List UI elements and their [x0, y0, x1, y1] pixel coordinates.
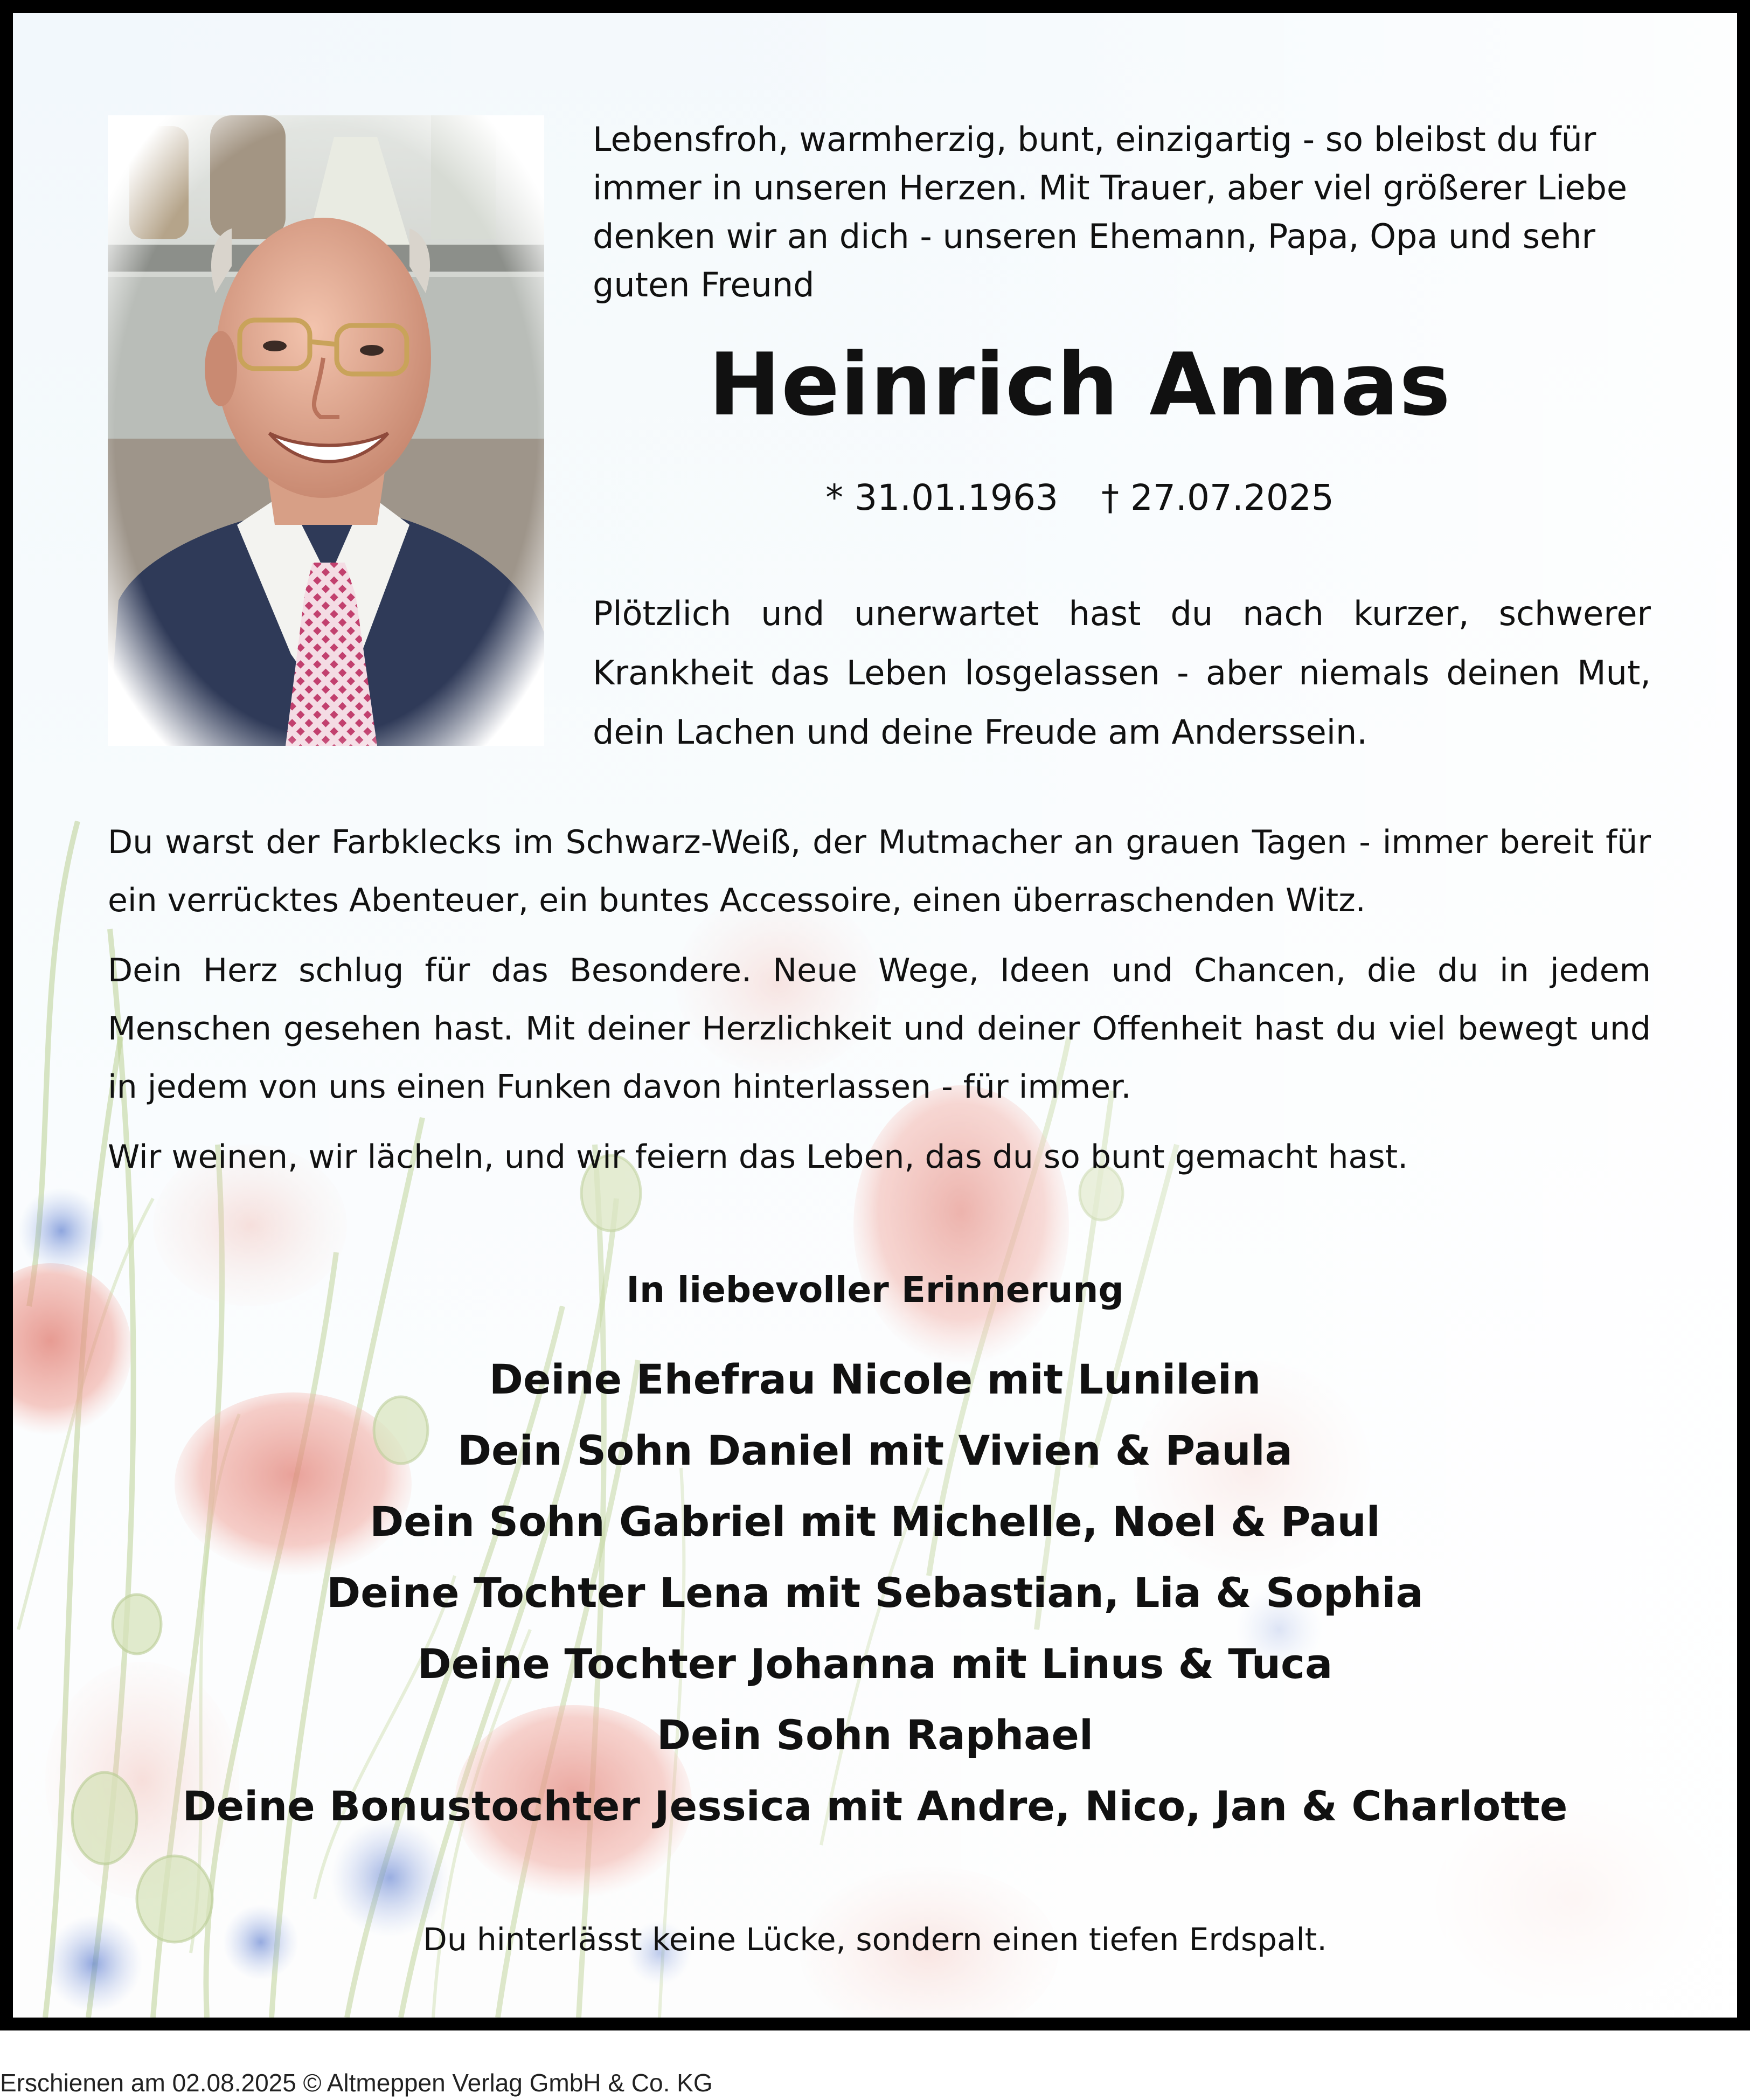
portrait-photo: [108, 115, 544, 746]
mourner-line: Deine Bonustochter Jessica mit Andre, Nico, Jan & Charlotte: [182, 1782, 1568, 1830]
farewell-text: Plötzlich und unerwartet hast du nach kurzer, schwerer Krankheit das Leben losgelassen - aber niemals deinen Mut, dein Lachen und deine Freude am Anderssein.: [593, 594, 1651, 752]
death-date: † 27.07.2025: [1101, 477, 1334, 518]
tribute-paragraph: Wir weinen, wir lächeln, und wir feiern das Leben, das du so bunt gemacht hast.: [108, 1138, 1408, 1176]
tribute-paragraph: Dein Herz schlug für das Besondere. Neue Wege, Ideen und Chancen, die du in jedem Menschen gesehen hast. Mit deiner Herzlichkeit und deiner Offenheit hast du viel bewegt und in jedem von uns einen Funken davon hinterlassen - für immer.: [108, 952, 1651, 1106]
deceased-name: Heinrich Annas: [708, 334, 1452, 435]
mourner-line: Dein Sohn Gabriel mit Michelle, Noel & Paul: [370, 1498, 1380, 1545]
birth-date: * 31.01.1963: [825, 477, 1058, 518]
publication-footer: Erschienen am 02.08.2025 © Altmeppen Verlag GmbH & Co. KG: [0, 2069, 713, 2097]
obituary-notice: [13, 13, 1737, 2018]
mourner-line: Deine Tochter Lena mit Sebastian, Lia & Sophia: [327, 1569, 1423, 1617]
life-dates: [552, 474, 1608, 522]
memory-heading: In liebevoller Erinnerung: [626, 1269, 1124, 1311]
intro-text: Lebensfroh, warmherzig, bunt, einzigartig - so bleibst du für immer in unseren Herzen. Mit Trauer, aber viel größerer Liebe denken wir an dich - unseren Ehemann, Papa, Opa und sehr guten Freund: [593, 120, 1628, 304]
tribute-text: [108, 813, 1651, 1198]
mourner-line: Deine Ehefrau Nicole mit Lunilein: [489, 1355, 1261, 1403]
closing-text: Du hinterlässt keine Lücke, sondern einen tiefen Erdspalt.: [423, 1921, 1327, 1958]
mourner-line: Dein Sohn Daniel mit Vivien & Paula: [457, 1426, 1293, 1474]
mourner-line: Deine Tochter Johanna mit Linus & Tuca: [417, 1640, 1333, 1688]
mourner-line: Dein Sohn Raphael: [656, 1711, 1094, 1759]
tribute-paragraph: Du warst der Farbklecks im Schwarz-Weiß, der Mutmacher an grauen Tagen - immer bereit für ein verrücktes Abenteuer, ein buntes Accessoire, einen überraschenden Witz.: [108, 823, 1651, 919]
mourners-list: [13, 1344, 1737, 1842]
